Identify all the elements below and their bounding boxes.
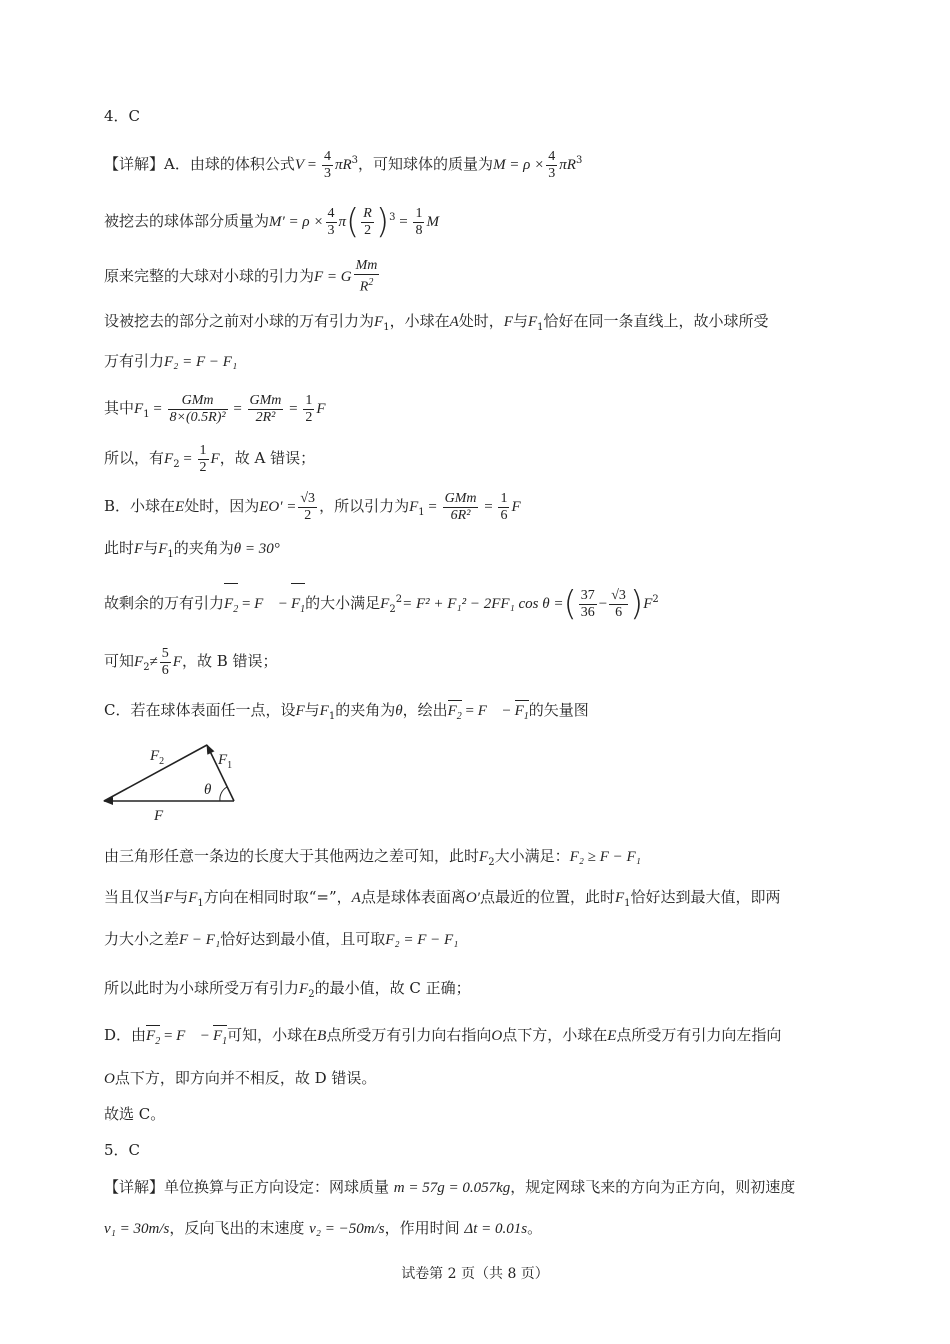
label-theta: θ xyxy=(204,782,212,798)
q4-choose-line: 故选 C。 xyxy=(104,1105,166,1123)
label-f: F xyxy=(154,808,164,824)
q4-tri-line: 由三角形任意一条边的长度大于其他两边之差可知，此时$F_2$大小满足：F₂ ≥ F − F₁ xyxy=(104,847,641,868)
q5-heading: 5．C xyxy=(104,1141,141,1159)
q4-c-line: C．若在球体表面任一点，设F与$F_1$的夹角为θ，绘出$F_2$ = F⃗ − $F_1$的矢量图 xyxy=(104,700,589,727)
angle-arc xyxy=(220,787,227,801)
q4-min-line: 力大小之差F − F₁恰好达到最小值，且可取F₂ = F − F₁ xyxy=(104,930,459,948)
label-f1: $F_1$ xyxy=(218,752,233,771)
q4-f2-line: 万有引力F₂ = F − F₁ xyxy=(104,352,238,370)
q4-heading: 4．C xyxy=(104,107,141,125)
q4-d-line: D．由$F_2$ = F⃗ − $F_1$可知，小球在B点所受万有引力向右指向O点下方，小球在E点所受万有引力向左指向 xyxy=(104,1025,781,1052)
q5-line-2: v₁ = 30m/s，反向飞出的末速度 v₂ = −50m/s，作用时间 Δt = 0.01s。 xyxy=(104,1219,543,1237)
q4-c-end-line: 所以此时为小球所受万有引力$F_2$的最小值，故 C 正确； xyxy=(104,979,471,1000)
q4-a-line: 【详解】A．由球的体积公式V = $\frac{4}{3}$ $\pi R^3$，可知球体的质量为M = ρ × $\frac{4}{3}$ $\pi R^3$ xyxy=(104,148,583,181)
q4-eq-line: 当且仅当F与$F_1$方向在相同时取“=”，A点是球体表面离O′点最近的位置，此时$F_1$恰好达到最大值，即两 xyxy=(104,888,781,909)
q4-angle-line: 此时F与$F_1$的夹角为θ = 30° xyxy=(104,539,280,560)
label-f2: $F_2$ xyxy=(150,748,165,767)
q4-orig-line: 原来完整的大球对小球的引力为F = G $\frac{Mm}{R^2}$ xyxy=(104,258,378,295)
page-footer: 试卷第 2 页（共 8 页） xyxy=(401,1266,549,1282)
q5-line-1: 【详解】单位换算与正方向设定：网球质量 m = 57g = 0.057kg，规定网球飞来的方向为正方向，则初速度 xyxy=(104,1178,796,1196)
q4-d2-line: O点下方，即方向并不相反，故 D 错误。 xyxy=(104,1069,377,1087)
q4-remaining-line: 故剩余的万有引力$F_2$ = F⃗ − $F_1$的大小满足$F_2^2= F^2 + F_1^2 - 2FF_1$ cos θ =( $\frac{37}{36}$ − $\frac{√3}{6}$ )$F^2$ xyxy=(104,580,659,630)
q4-setup-line: 设被挖去的部分之前对小球的万有引力为$F_1$，小球在A处时，F与$F_1$恰好在同一条直线上，故小球所受 xyxy=(104,312,769,333)
vector-triangle-figure xyxy=(96,738,246,824)
q4-know-line: 可知$F_2\ne$ $\frac{5}{6}$ F，故 B 错误； xyxy=(104,645,278,678)
q4-so-line: 所以，有$F_2$ = $\frac{1}{2}$ F，故 A 错误； xyxy=(104,442,316,475)
q4-dug-line: 被挖去的球体部分质量为M′ = ρ × $\frac{4}{3}$ π( $\frac{R}{2}$ )$^3$ = $\frac{1}{8}$ M xyxy=(104,202,439,242)
q4-b-line: B．小球在E处时，因为EO′ = $\frac{√3}{2}$ ，所以引力为$F_1$ = $\frac{\text{GMm}}{\text{6R²}}$ = $\frac{1}{6}$ F xyxy=(104,490,521,523)
q4-where-line: 其中$F_1$ = $\frac{\text{GMm}}{\text{8×(0.5R)²}}$ = $\frac{\text{GMm}}{\text{2R²}}$ = $\frac{1}{2}$ F xyxy=(104,392,326,425)
